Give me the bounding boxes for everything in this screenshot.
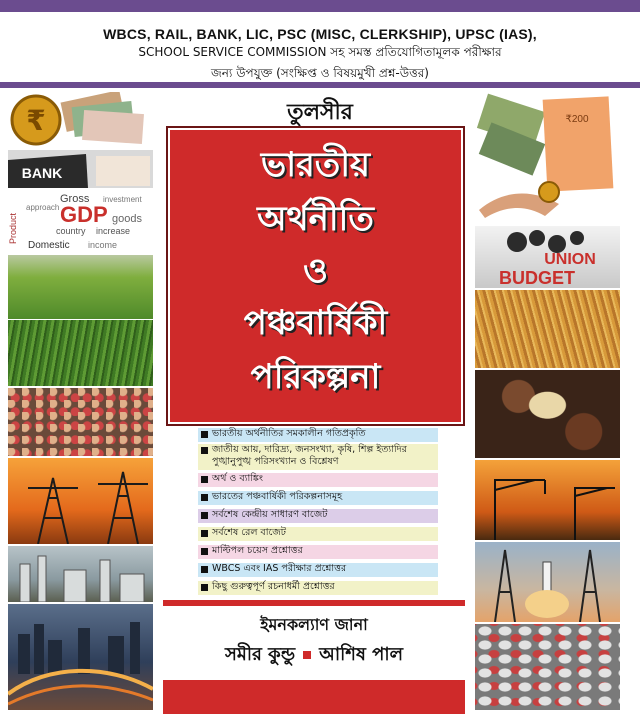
union-budget-image [475,226,620,288]
note-label: ₹200 [565,114,589,125]
union-label: UNION [544,251,596,268]
author-second: সমীর কুন্ডু [224,644,296,665]
budget-label: BUDGET [499,268,575,288]
svg-text:Domestic: Domestic [28,240,70,251]
rupee-icon: ₹ [26,104,46,137]
harvest-field-image [475,290,620,368]
title-line-4: পঞ্চবার্ষিকী [243,303,388,343]
svg-text:income: income [88,240,118,250]
title-line-3: ও [302,251,329,291]
contents-item: ভারতীয় অর্থনীতির সমকালীন গতিপ্রকৃতি [198,428,438,442]
title-line-1: ভারতীয় [260,145,371,185]
contents-item: WBCS এবং IAS পরীক্ষার প্রশ্নোত্তর [198,563,438,577]
publisher-kicker: তুলসীর [287,100,353,125]
contents-item: ভারতের পঞ্চবার্ষিকী পরিকল্পনাসমূহ [198,491,438,505]
contents-item: মাল্টিপল চয়েস প্রশ্নোত্তর [198,545,438,559]
bullet-square-icon [201,494,208,501]
svg-text:Gross: Gross [60,193,90,205]
traffic-cars-image [475,624,620,710]
contents-item: অর্থ ও ব্যাঙ্কিং [198,473,438,487]
cranes-sunset-image [475,460,620,540]
contents-item: সর্বশেষ কেন্দ্রীয় সাধারণ বাজেট [198,509,438,523]
bank-label: BANK [21,165,63,181]
footer-red-band [163,680,465,714]
hands-grain-image [475,370,620,458]
top-accent-bar [0,0,640,12]
contents-item: কিছু গুরুত্বপূর্ণ রচনাধর্মী প্রশ্নোত্তর [198,581,438,595]
bank-building-image [8,150,153,188]
header [0,12,640,84]
title-box [168,128,463,424]
bullet-square-icon [201,512,208,519]
title-line-2: অর্থনীতি [257,199,374,239]
contents-item: জাতীয় আয়, দারিদ্র্য, জনসংখ্যা, কৃষি, শিল্প ইত্যাদির পুঙ্খানুপুঙ্খ পরিসংখ্যান ও বিশ্লেষণ [198,444,438,470]
bullet-square-icon [201,447,208,454]
header-line-1: WBCS, RAIL, BANK, LIC, PSC (MISC, CLERKSHIP), UPSC (IAS), [103,26,537,42]
svg-text:increase: increase [96,226,131,236]
bullet-square-icon [201,566,208,573]
rocket-launch-image [475,542,620,622]
title-line-5: পরিকল্পনা [250,357,381,397]
author-third: আশিষ পাল [319,644,403,665]
svg-text:approach: approach [26,203,60,212]
separator-bar [163,600,465,606]
separator-dot-icon [303,651,311,659]
author-primary: ইমনকল্যাণ জানা [260,615,368,634]
svg-text:investment: investment [103,195,142,204]
contents-item: সর্বশেষ রেল বাজেট [198,527,438,541]
farmers-field-image [8,255,153,319]
bullet-square-icon [201,476,208,483]
bullet-square-icon [201,548,208,555]
header-line-2: SCHOOL SERVICE COMMISSION সহ সমস্ত প্রতিযোগিতামূলক পরীক্ষার [138,45,502,59]
header-rule [0,82,640,88]
bullet-square-icon [201,431,208,438]
svg-text:GDP: GDP [60,202,108,227]
svg-text:goods: goods [112,213,142,225]
refinery-image [8,546,153,602]
bullet-square-icon [201,584,208,591]
header-line-3: জন্য উপযুক্ত (সংক্ষিপ্ত ও বিষয়মুখী প্রশ্ন-উত্তর) [211,66,429,80]
svg-text:Product: Product [8,212,18,244]
city-flyover-image [8,604,153,710]
crowd-image [8,388,153,456]
gdp-word-cloud-image [8,190,153,252]
bullet-square-icon [201,530,208,537]
author-line [163,640,465,671]
power-tower-sunset-image [8,458,153,544]
svg-text:country: country [56,226,86,236]
wheat-crop-image [8,320,153,386]
